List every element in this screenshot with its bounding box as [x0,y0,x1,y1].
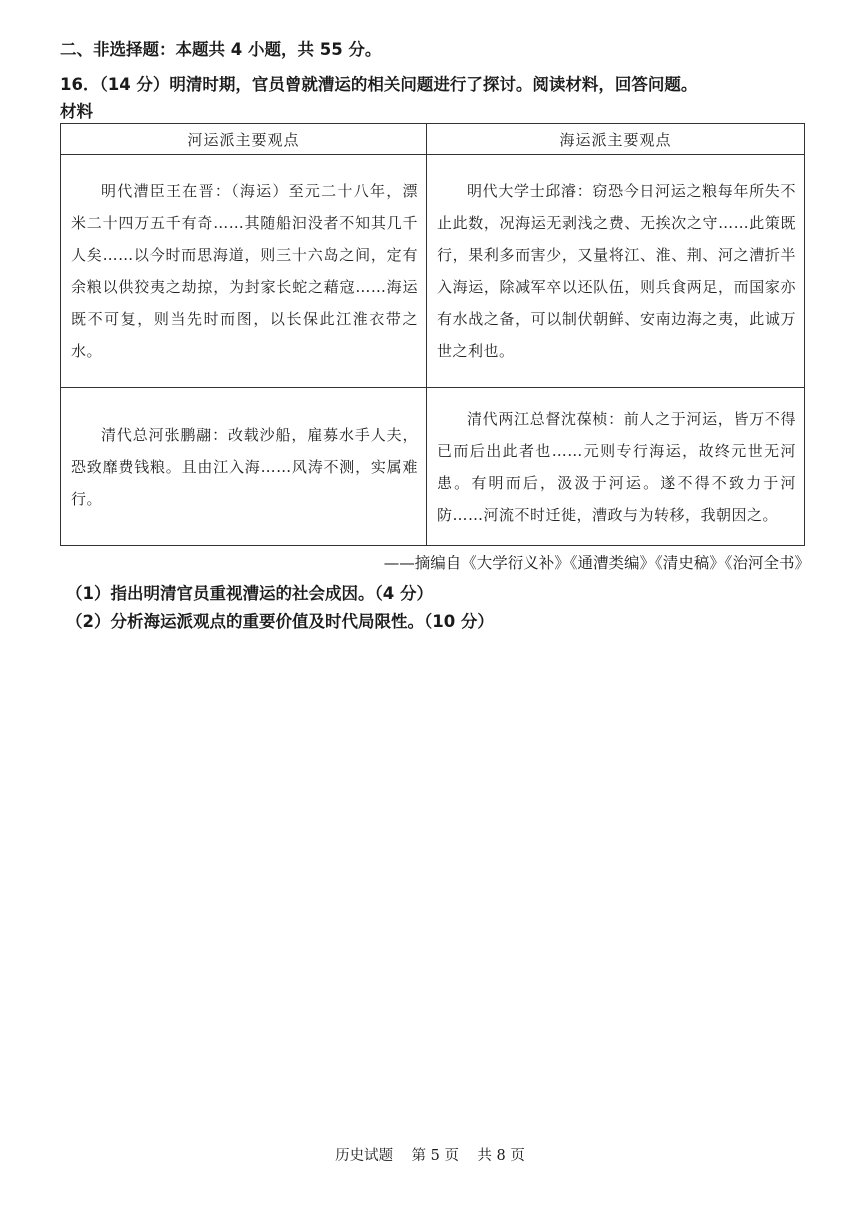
table-header-row [61,124,805,155]
material-table [60,123,805,546]
page-footer: 历史试题 第 5 页 共 8 页 [335,1148,525,1164]
material-label: 材料 [60,102,93,121]
table-row [61,155,805,388]
sub-question-2: （2）分析海运派观点的重要价值及时代局限性。（10 分） [66,612,494,631]
table-row [61,388,805,546]
header-sea-transport: 海运派主要观点 [427,124,805,155]
header-river-transport: 河运派主要观点 [61,124,427,155]
question-intro: 16．（14 分）明清时期，官员曾就漕运的相关问题进行了探讨。阅读材料，回答问题。 [60,75,698,94]
sub-question-1: （1）指出明清官员重视漕运的社会成因。（4 分） [66,584,433,603]
qing-sea-view: 清代两江总督沈葆桢：前人之于河运，皆万不得已而后出此者也……元则专行海运，故终元世无河患。有明而后，汲汲于河运。遂不得不致力于河防……河流不时迁徙，漕政与为转移，我朝因之。 [427,388,805,546]
source-citation: ——摘编自《大学衍义补》《通漕类编》《清史稿》《治河全书》 [383,554,810,572]
ming-sea-view: 明代大学士邱濬：窃恐今日河运之粮每年所失不止此数，况海运无剥浅之费、无挨次之守……此策既行，果利多而害少，又量将江、淮、荆、河之漕折半入海运，除减军卒以还队伍，则兵食两足，而国家亦有水战之备，可以制伏朝鲜、安南边海之夷，此诚万世之利也。 [427,155,805,388]
ming-river-view: 明代漕臣王在晋：（海运）至元二十八年，漂米二十四万五千有奇……其随船汩没者不知其几千人矣……以今时而思海道，则三十六岛之间，定有余粮以供狡夷之劫掠，为封家长蛇之藉寇……海运既不可复，则当先时而图，以长保此江淮衣带之水。 [61,155,427,388]
section-heading: 二、非选择题：本题共 4 小题，共 55 分。 [60,40,382,59]
qing-river-view: 清代总河张鹏翮：改载沙船，雇募水手人夫，恐致靡费钱粮。且由江入海……风涛不测，实属难行。 [61,388,427,546]
